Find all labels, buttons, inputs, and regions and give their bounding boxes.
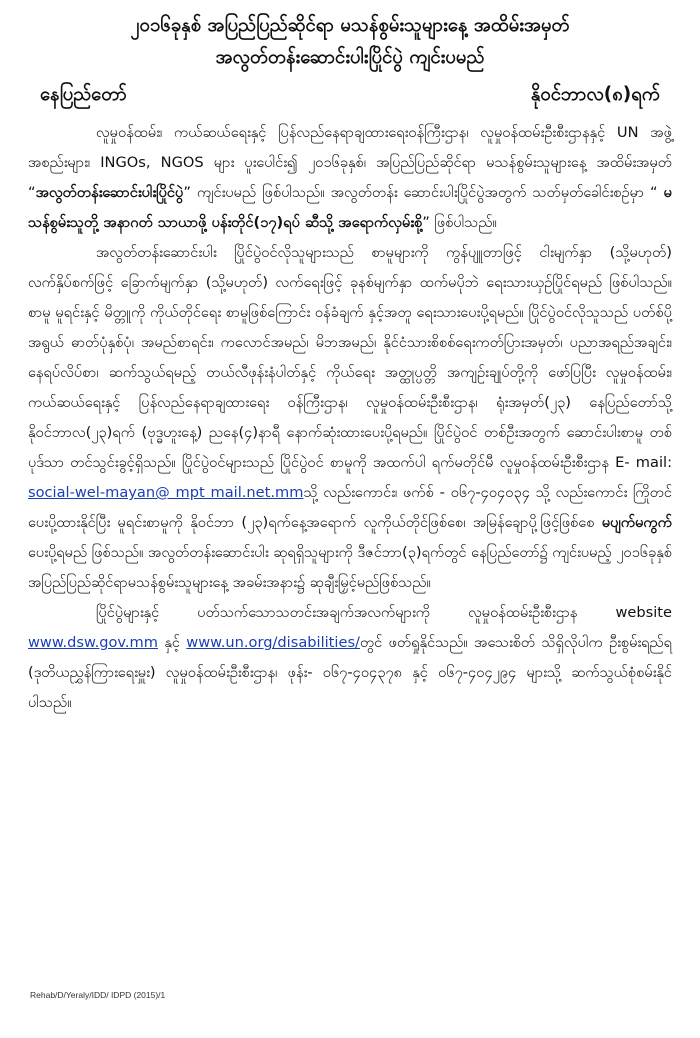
un-disabilities-link[interactable]: www.un.org/disabilities/	[186, 634, 360, 651]
p1-bold-topic: မသန်စွမ်းသူတို့ အနာဂတ် သာယာဖို့ ပန်းတိုင်(၁၇)ရပ် ဆီသို့ အရောက်လှမ်းစို့	[28, 184, 672, 231]
p2-text-3: ပေးပို့ရမည် ဖြစ်သည်။ အလွတ်တန်းဆောင်းပါး ဆုရရှိသူများကို ဒီဇင်ဘာ(၃)ရက်တွင် နေပြည်တော်၌ ကျင်းပမည့် ၂၀၁၆ခုနှစ် အပြည်ပြည်ဆိုင်ရာမသန်စွမ်းသူများနေ့ အခမ်းအနား၌ ဆုချီးမြှင့်မည်ဖြစ်သည်။	[28, 544, 672, 591]
email-link[interactable]: social-wel-mayan@ mpt mail.net.mm	[28, 484, 304, 501]
title-line-2: အလွတ်တန်းဆောင်းပါးပြိုင်ပွဲ ကျင်းပမည်	[215, 47, 485, 68]
title-line-1: ၂၀၁၆ခုနှစ် အပြည်ပြည်ဆိုင်ရာ မသန်စွမ်းသူများနေ့ အထိမ်းအမှတ်	[130, 15, 570, 36]
paragraph-2	[28, 238, 672, 598]
p3-text-2: နှင့်	[157, 634, 187, 651]
p2-text-2: သို့ လည်းကောင်း၊ ဖက်စ် - ၀၆၇-၄၀၄၀၃၄ သို့ လည်းကောင်း ကြိုတင်ပေးပို့ထားနိုင်ပြီး မူရင်းစာမူကို နိုဝင်ဘာ (၂၃)ရက်နေ့အရောက် လူကိုယ်တိုင်ဖြစ်စေ၊ အမြန်ချောပို့ဖြင့်ဖြစ်စေ	[28, 484, 672, 531]
dateline	[40, 80, 660, 110]
dateline-date: နိုဝင်ဘာလ(၈)ရက်	[530, 84, 660, 105]
p3-text-3: တွင် ဖတ်ရှုနိုင်သည်။ အသေးစိတ် သိရှိလိုပါက ဦးစွမ်းရည်ရ (ဒုတိယညွှန်ကြားရေးမှူး) လူမှုဝန်ထမ်းဦးစီးဌာန၊ ဖုန်း- ၀၆၇-၄၀၄၃၇၈ နှင့် ၀၆၇-၄၀၄၂၉၄ များသို့ ဆက်သွယ်စုံစမ်းနိုင်ပါသည်။	[28, 634, 672, 711]
p1-text-3: ” ဖြစ်ပါသည်။	[422, 214, 497, 231]
document-title	[30, 10, 670, 74]
dsw-website-link[interactable]: www.dsw.gov.mm	[28, 634, 158, 651]
paragraph-1	[28, 118, 672, 238]
paragraph-3	[28, 598, 672, 718]
document-body	[28, 118, 672, 718]
dateline-place: နေပြည်တော်	[40, 84, 127, 105]
document-reference-code: Rehab/D/Yeraly/IDD/ IDPD (2015)/1	[30, 990, 166, 1000]
p1-text-2: ” ကျင်းပမည် ဖြစ်ပါသည်။ အလွတ်တန်း ဆောင်းပါးပြိုင်ပွဲအတွက် သတ်မှတ်ခေါင်းစဉ်မှာ “	[183, 184, 664, 201]
p1-text-1: လူမှုဝန်ထမ်း၊ ကယ်ဆယ်ရေးနှင့် ပြန်လည်နေရာချထားရေးဝန်ကြီးဌာန၊ လူမှုဝန်ထမ်းဦးစီးဌာနနှင့် UN အဖွဲ့အစည်းများ၊ INGOs, NGOS များ ပူးပေါင်း၍ ၂၀၁၆ခုနှစ်၊ အပြည်ပြည်ဆိုင်ရာ မသန်စွမ်းသူများနေ့ အထိမ်းအမှတ် “	[28, 124, 672, 201]
p1-bold-contest-name: အလွတ်တန်းဆောင်းပါးပြိုင်ပွဲ	[35, 184, 184, 201]
p2-bold-emphasis: မပျက်မကွက်	[601, 514, 672, 531]
p3-text-1: ပြိုင်ပွဲများနှင့် ပတ်သက်သောသတင်းအချက်အလက်များကို လူမှုဝန်ထမ်းဦးစီးဌာန website	[96, 604, 672, 621]
p2-text-1: အလွတ်တန်းဆောင်းပါး ပြိုင်ပွဲဝင်လိုသူများသည် စာမူများကို ကွန်ပျူတာဖြင့် ငါးမျက်နှာ (သို့မဟုတ်) လက်နှိပ်စက်ဖြင့် ခြောက်မျက်နှာ (သို့မဟုတ်) လက်ရေးဖြင့် ခုနစ်မျက်နှာ ထက်မပိုဘဲ ရေးသားယှဉ်ပြိုင်ရမည် ဖြစ်ပါသည်။ စာမူ မူရင်းနှင့် မိတ္တူကို ကိုယ်တိုင်ရေး စာမူဖြစ်ကြောင်း ဝန်ခံချက် နှင့်အတူ ရေးသားပေးပို့ရမည်။ ပြိုင်ပွဲဝင်လိုသူသည် ပတ်စ်ပို့အရွယ် ဓာတ်ပုံနှစ်ပုံ၊ အမည်စာရင်း၊ ကလောင်အမည်၊ မိဘအမည်၊ နိုင်ငံသားစိစစ်ရေးကတ်ပြားအမှတ်၊ ပညာအရည်အချင်း၊ နေရပ်လိပ်စာ၊ ဆက်သွယ်ရမည့် တယ်လီဖုန်းနံပါတ်နှင့် ကိုယ်ရေး အတ္ထုပ္ပတ္တိ အကျဉ်းချုပ်တို့ကို ဖော်ပြပြီး လူမှုဝန်ထမ်း၊ ကယ်ဆယ်ရေးနှင့် ပြန်လည်နေရာချထားရေး ဝန်ကြီးဌာန၊ လူမှုဝန်ထမ်းဦးစီးဌာန၊ ရုံးအမှတ်(၂၃) နေပြည်တော်သို့ နိုဝင်ဘာလ(၂၃)ရက် (ဗုဒ္ဓဟူးနေ့) ညနေ(၄)နာရီ နောက်ဆုံးထားပေးပို့ရမည်။ ပြိုင်ပွဲဝင် တစ်ဦးအတွက် ဆောင်းပါးစာမူ တစ်ပုဒ်သာ တင်သွင်းခွင့်ရှိသည်။ ပြိုင်ပွဲဝင်များသည် ပြိုင်ပွဲဝင် စာမူကို အထက်ပါ ရက်မတိုင်မီ လူမှုဝန်ထမ်းဦးစီးဌာန E- mail:	[28, 244, 672, 471]
